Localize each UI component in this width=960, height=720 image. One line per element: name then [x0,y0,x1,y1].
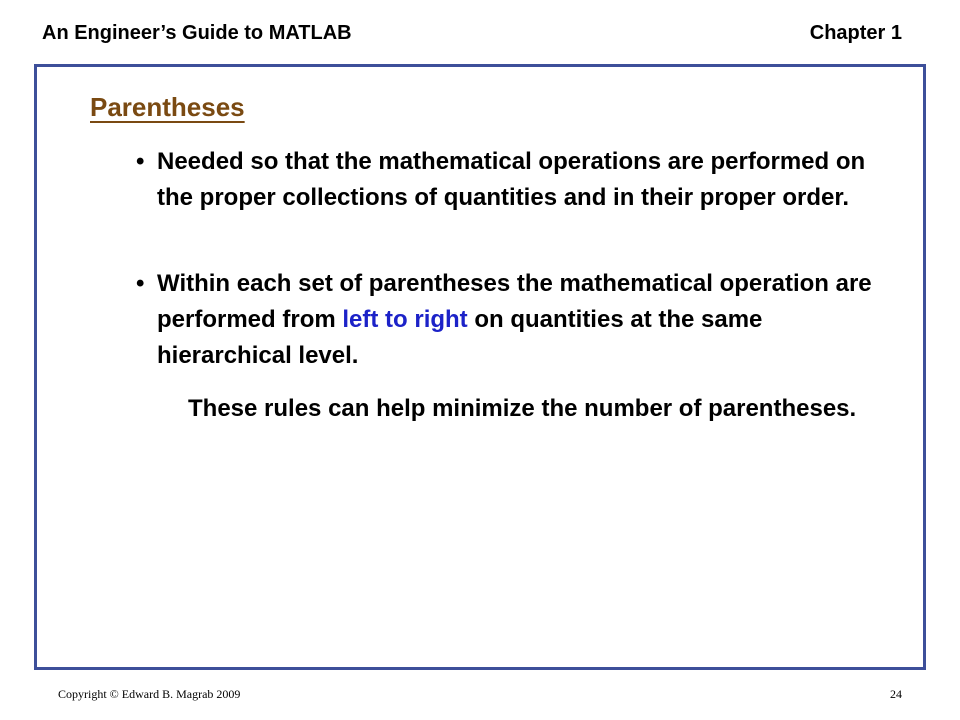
bullet-1 [136,144,896,216]
footer-copyright: Copyright © Edward B. Magrab 2009 [58,687,241,701]
slide-title: Parentheses [90,92,245,122]
header-left-title: An Engineer’s Guide to MATLAB [42,22,352,44]
footer-page-number: 24 [890,687,902,701]
bullet-2 [136,266,896,374]
bullet-1-text: Needed so that the mathematical operations are performed on the proper collections of quantities and in their proper order. [157,148,866,211]
bullet-dot: • [136,148,145,175]
header-chapter: Chapter 1 [809,22,902,44]
bullet-2-highlight: left to right [342,306,468,333]
bullet-dot: • [136,270,145,297]
bullet-2-text-after: on quantities at the same hierarchical level. [157,306,763,369]
bullet-2-text [136,266,896,374]
bullet-2-text-before: Within each set of parentheses the mathematical operation are performed from [157,270,872,333]
slide-note: These rules can help minimize the number of parentheses. [188,395,857,422]
